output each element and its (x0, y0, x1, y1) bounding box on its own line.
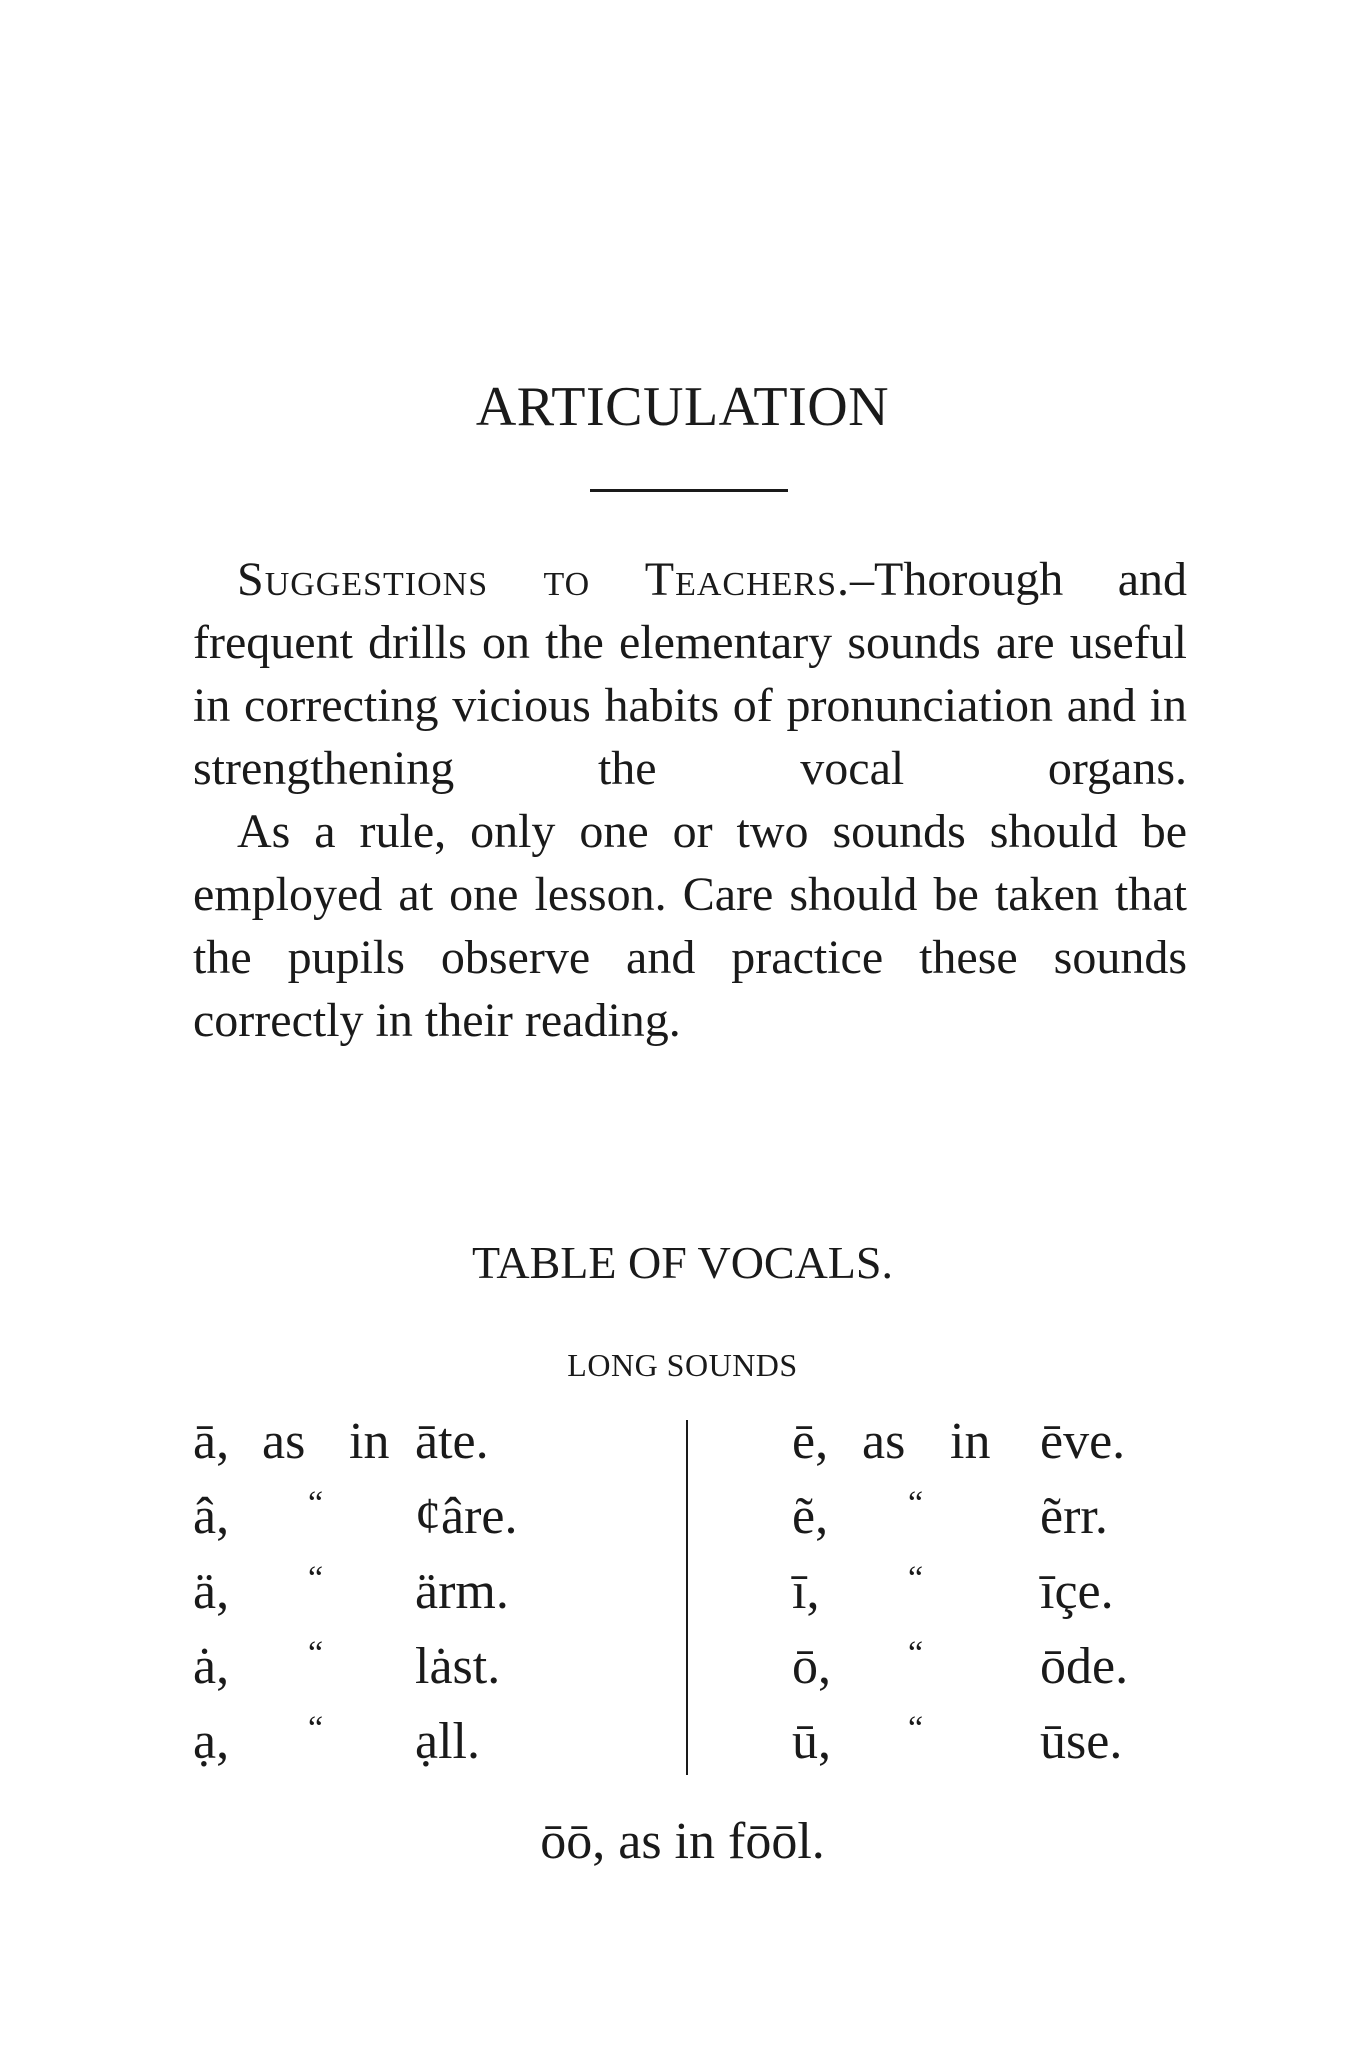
vowel-symbol: ä, (193, 1563, 230, 1620)
table-row (0, 1412, 1365, 1472)
paragraph-2: As a rule, only one or two sounds should be employed at one lesson. Care should be taken that the pupils observe and practice these sounds correctly in their reading. (193, 805, 1187, 1047)
ditto-mark: “ (308, 1485, 324, 1522)
example-word: ūse. (1040, 1713, 1123, 1770)
as-label: as (862, 1413, 906, 1470)
as-label: as (262, 1413, 306, 1470)
ditto-mark: “ (908, 1635, 924, 1672)
example-word: ẽrr. (1040, 1488, 1108, 1545)
table-row (0, 1712, 1365, 1772)
example-word: āte. (415, 1413, 489, 1470)
title-rule (590, 489, 788, 492)
example-word: ȼâre. (415, 1488, 518, 1545)
ditto-mark: “ (308, 1560, 324, 1597)
vowel-symbol: ȧ, (193, 1638, 230, 1695)
in-label: in (950, 1413, 991, 1470)
suggestions-lead: Suggestions to Teachers. (237, 553, 850, 606)
vowel-symbol: ẽ, (792, 1488, 829, 1545)
ditto-mark: “ (908, 1560, 924, 1597)
vowel-symbol: ī, (792, 1563, 820, 1620)
vowel-symbol: ạ, (193, 1713, 230, 1770)
vowel-symbol: ū, (792, 1713, 831, 1770)
table-title: TABLE OF VOCALS. (471, 1237, 893, 1288)
vowel-symbol: â, (193, 1488, 230, 1545)
suggestions-text (193, 548, 1187, 1052)
table-footer: ōō, as in fōōl. (540, 1813, 825, 1870)
vowel-symbol: ā, (193, 1413, 230, 1470)
paragraph-1 (193, 548, 1187, 800)
example-word: īçe. (1040, 1563, 1114, 1620)
table-row (0, 1562, 1365, 1622)
example-word: ōde. (1040, 1638, 1129, 1695)
example-word: ärm. (415, 1563, 509, 1620)
example-word: ạll. (415, 1713, 480, 1770)
table-row (0, 1637, 1365, 1697)
ditto-mark: “ (908, 1485, 924, 1522)
ditto-mark: “ (308, 1710, 324, 1747)
page-title: ARTICULATION (475, 376, 890, 438)
table-subtitle: LONG SOUNDS (567, 1347, 798, 1383)
ditto-mark: “ (908, 1710, 924, 1747)
suggestions-dash: – (850, 553, 874, 606)
paragraph-1-text: Thorough and frequent drills on the elementary sounds are useful in correcting vicious habits of pronunciation and in strengthening the vocal organs. (193, 553, 1187, 795)
in-label: in (349, 1413, 390, 1470)
vowel-symbol: ē, (792, 1413, 829, 1470)
ditto-mark: “ (308, 1635, 324, 1672)
table-row (0, 1487, 1365, 1547)
example-word: ēve. (1040, 1413, 1126, 1470)
vowel-symbol: ō, (792, 1638, 831, 1695)
example-word: lȧst. (415, 1638, 501, 1695)
